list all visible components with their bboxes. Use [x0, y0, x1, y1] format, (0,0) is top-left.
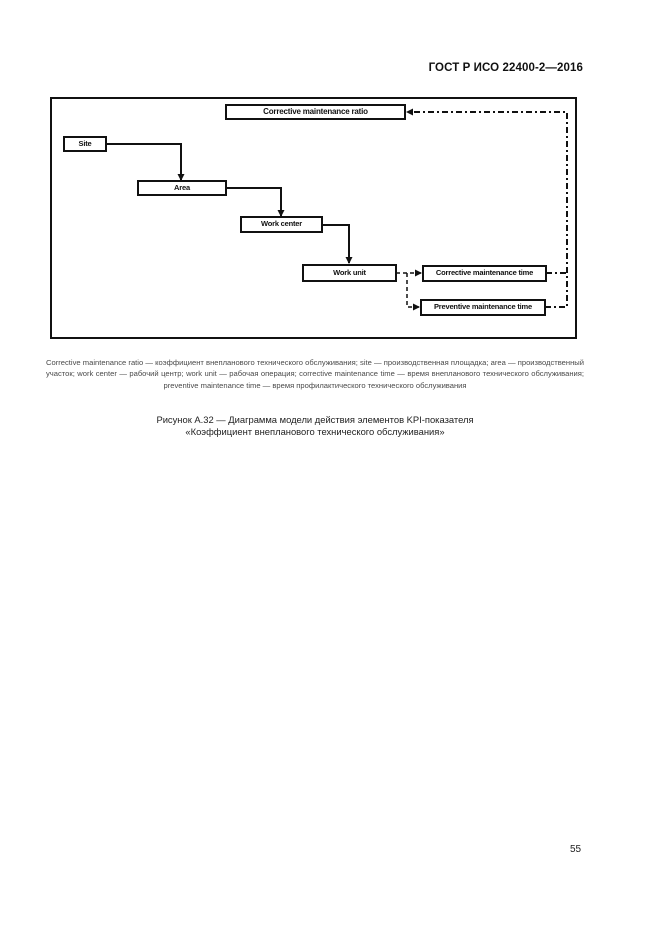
- figure-caption-line-1: Рисунок А.32 — Диаграмма модели действия элементов KPI-показателя: [156, 414, 474, 425]
- figure-caption: [46, 414, 584, 439]
- node-site: Site: [63, 136, 107, 152]
- document-header: ГОСТ Р ИСО 22400-2—2016: [428, 62, 583, 74]
- node-area: Area: [137, 180, 227, 196]
- node-corrective-maintenance-time: Corrective maintenance time: [422, 265, 547, 282]
- connector-work-center-work-unit: [322, 225, 349, 263]
- node-corrective-maintenance-ratio: Corrective maintenance ratio: [225, 104, 406, 120]
- connector-work-unit-preventive-time: [407, 273, 419, 307]
- node-preventive-maintenance-time: Preventive maintenance time: [420, 299, 546, 316]
- figure-caption-line-2: «Коэффициент внепланового технического обслуживания»: [185, 426, 445, 438]
- connector-site-area: [106, 144, 181, 180]
- node-work-unit: Work unit: [302, 264, 397, 282]
- page-number: 55: [570, 844, 582, 855]
- figure-legend: Corrective maintenance ratio — коэффициент внепланового технического обслуживания; site — производственная площадка; area — производственный участок; work center — рабочий центр; work unit — рабочая операция; corrective maintenance time — время внепланового технического обслуживания; preventive maintenance time — время профилактического технического обслуживания: [46, 358, 584, 390]
- connector-area-work-center: [226, 188, 281, 216]
- node-work-center: Work center: [240, 216, 323, 233]
